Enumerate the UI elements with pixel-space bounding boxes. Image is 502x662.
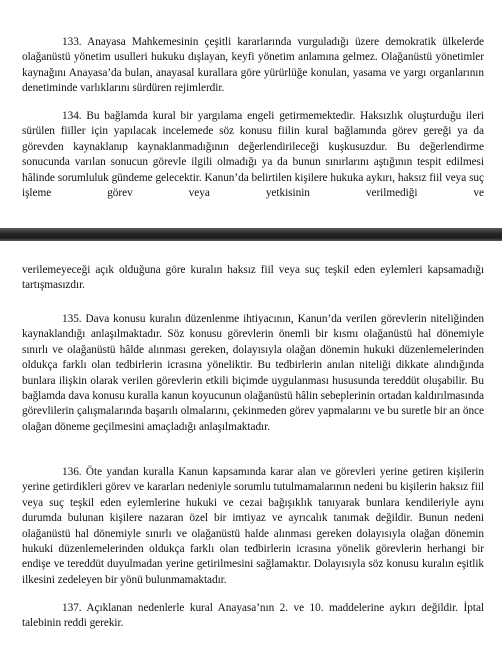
document-page-lower <box>0 241 502 662</box>
paragraph-number: 134. <box>62 110 82 122</box>
paragraph-134 <box>22 109 484 201</box>
paragraph-136 <box>22 465 484 588</box>
paragraph-number: 136. <box>62 466 82 478</box>
paragraph-number: 137. <box>62 602 82 614</box>
paragraph-text: Dava konusu kuralın düzenlenme ihtiyacının, Kanun’da verilen görevlerin niteliğinden kaynaklandığı anlaşılmaktadır. Söz konusu görevlerin önemli bir kısmı olağanüstü hal dönemiyle sınırlı ve olağanüstü hâlde alınması gereken, dolayısıyla olağan dönemin hukuki düzenlemelerinden oldukça farklı olan tedbirlerin icrasına yöneliktir. Bu tedbirlerin anılan niteliği dikkate alındığında bunlara ilişkin olarak verilen görevlerin etkili biçimde uygulanması hususunda tereddüt oluşabilir. Bu bağlamda dava konusu kuralla kanun koyucunun olağanüstü hâlin sebeplerinin ortadan kaldırılmasında görevlilerin çalışmalarında başarılı olmalarını, çekinmeden görev yapmalarını ve bu suretle bir an önce olağan döneme geçilmesini amaçladığı anlaşılmaktadır. <box>22 313 484 433</box>
paragraph-133 <box>22 35 484 97</box>
paragraph-text: Açıklanan nedenlerle kural Anayasa’nın 2. ve 10. maddelerine aykırı değildir. İptal talebinin reddi gerekir. <box>22 602 484 630</box>
paragraph-134-continuation: verilemeyeceği açık olduğuna göre kuralın haksız fiil veya suç teşkil eden eylemleri kapsamadığı tartışmasızdır. <box>22 264 484 292</box>
paragraph-137 <box>22 601 484 632</box>
document-page-upper <box>0 0 502 232</box>
paragraph-text: Anayasa Mahkemesinin çeşitli kararlarında vurguladığı üzere demokratik ülkelerde olağanüstü yönetim usulleri hukuku dışlayan, keyfi yönetim anlamına gelmez. Olağanüstü yönetimler kaynağını Anayasa’da bulan, anayasal kurallara göre yürürlüğe konulan, yasama ve yargı organlarının denetiminde varlıklarını sürdüren rejimlerdir. <box>22 36 485 95</box>
paragraph-number: 135. <box>62 313 82 325</box>
paragraph-135 <box>22 312 484 435</box>
page-break-divider <box>0 228 502 242</box>
paragraph-text: Bu bağlamda kural bir yargılama engeli getirmemektedir. Haksızlık oluşturduğu ileri sürülen fiiller için yapılacak incelemede söz konusu fiilin kural bağlamında görev gereği ya da görevden kaynaklanıp kaynaklanmadığının değerlendirileceği kuşkusuzdur. Bu değerlendirme sonucunda varılan sonucun görevle ilgili olmadığı ya da bunun sınırlarını aştığının tespit edilmesi hâlinde sorumluluk gündeme gelecektir. Kanun’da belirtilen kişilere hukuka aykırı, haksız fiil veya suç işleme görev veya yetkisinin verilmediği ve <box>22 110 484 200</box>
paragraph-number: 133. <box>62 36 82 48</box>
paragraph-text: Öte yandan kuralla Kanun kapsamında karar alan ve görevleri yerine getiren kişilerin yerine getirdikleri görev ve kararları nedeniyle sorumlu tutulmamalarının nedeni bu kişilerin haksız fiil veya suç teşkil eden eylemlerine hukuki ve cezai bağışıklık tanıyarak bunlara kendileriyle aynı durumda bulunan kişilere nazaran özel bir imtiyaz ve ayrıcalık tanımak değildir. Bunun nedeni olağanüstü hal dönemiyle sınırlı ve olağanüstü halde alınması gereken dolayısıyla olağan dönemin hukuki düzenlemelerinden oldukça farklı olan tedbirlerin icrasına yönelik görevlerin herhangi bir endişe ve tereddüt duyulmadan yerine getirilmesini sağlamaktır. Dolayısıyla söz konusu kuralın eşitlik ilkesini zedeleyen bir yönü bulunmamaktadır. <box>22 466 484 586</box>
